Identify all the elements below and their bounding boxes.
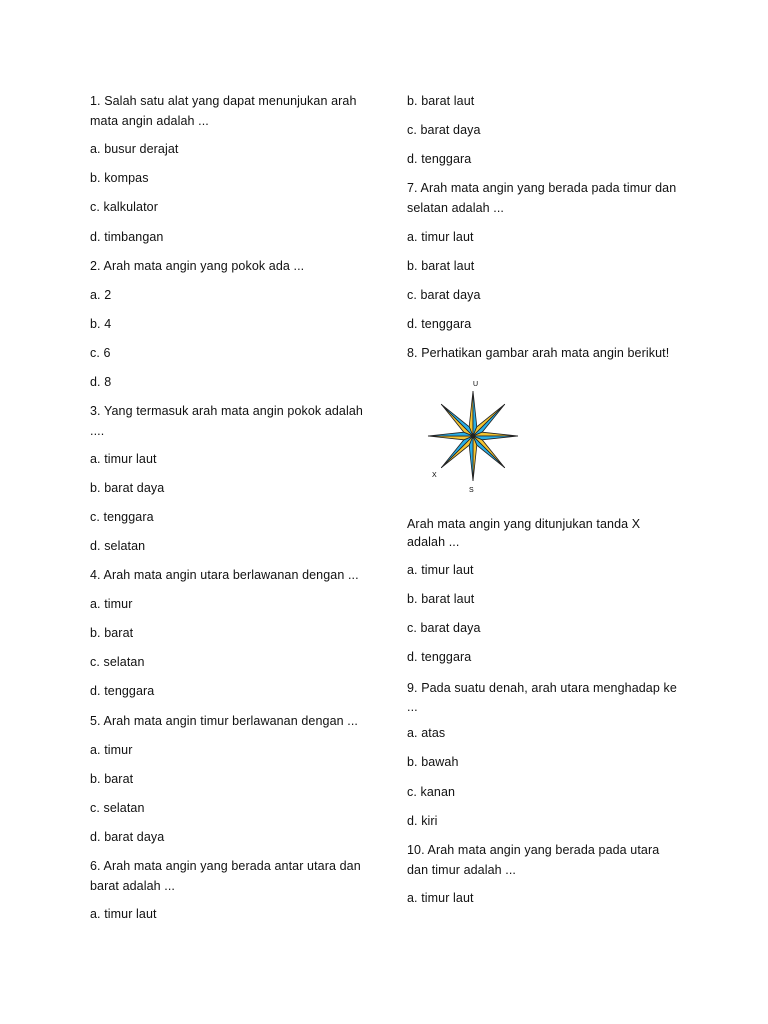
question-5-text: 5. Arah mata angin timur berlawanan dengan ...: [90, 714, 358, 728]
compass-point-nw-right: [441, 404, 473, 436]
question-10-option: a. timur laut: [407, 891, 474, 905]
question-3-option: b. barat daya: [90, 481, 165, 495]
question-8-subtext: Arah mata angin yang ditunjukan tanda X: [407, 517, 641, 531]
compass-point-sw-right: [441, 436, 473, 468]
question-1-text: mata angin adalah ...: [90, 114, 209, 128]
question-3-option: c. tenggara: [90, 510, 154, 524]
question-6-option: a. timur laut: [90, 907, 157, 921]
question-5-option: a. timur: [90, 743, 133, 757]
question-1-option: a. busur derajat: [90, 142, 179, 156]
question-8-option: d. tenggara: [407, 650, 472, 664]
question-9-option: d. kiri: [407, 814, 438, 828]
question-8-subtext: adalah ...: [407, 535, 460, 549]
question-10-text: 10. Arah mata angin yang berada pada utara: [407, 843, 660, 857]
question-2-option: a. 2: [90, 288, 112, 302]
compass-south-label: S: [469, 487, 474, 494]
question-6-text: 6. Arah mata angin yang berada antar utara dan: [90, 859, 361, 873]
question-3-option: d. selatan: [90, 539, 146, 553]
question-7-option: c. barat daya: [407, 288, 481, 302]
compass-north-label: U: [473, 381, 479, 388]
question-8-option: c. barat daya: [407, 621, 481, 635]
question-2-option: c. 6: [90, 346, 111, 360]
question-8-option: a. timur laut: [407, 563, 474, 577]
question-5-option: b. barat: [90, 772, 134, 786]
question-1-option: c. kalkulator: [90, 200, 158, 214]
question-3-text: 3. Yang termasuk arah mata angin pokok adalah: [90, 404, 363, 418]
question-4-text: 4. Arah mata angin utara berlawanan dengan ...: [90, 568, 359, 582]
question-2-option: d. 8: [90, 375, 112, 389]
question-3-option: a. timur laut: [90, 452, 157, 466]
question-9-option: b. bawah: [407, 755, 459, 769]
question-6-option: b. barat laut: [407, 94, 475, 108]
question-8-option: b. barat laut: [407, 592, 475, 606]
question-2-option: b. 4: [90, 317, 112, 331]
question-6-text: barat adalah ...: [90, 879, 175, 893]
compass-point-ne-right: [473, 404, 505, 436]
question-9-text: 9. Pada suatu denah, arah utara menghadap ke: [407, 681, 677, 695]
question-7-text: selatan adalah ...: [407, 201, 505, 215]
question-9-option: c. kanan: [407, 785, 456, 799]
compass-point-se-right: [473, 436, 505, 468]
question-7-option: a. timur laut: [407, 230, 474, 244]
question-5-option: c. selatan: [90, 801, 145, 815]
question-4-option: c. selatan: [90, 655, 145, 669]
compass-center: [471, 434, 476, 439]
compass-star: [428, 391, 518, 481]
question-9-option: a. atas: [407, 726, 446, 740]
question-7-text: 7. Arah mata angin yang berada pada timur dan: [407, 181, 677, 195]
compass-rose-image: [412, 374, 544, 500]
question-7-option: b. barat laut: [407, 259, 475, 273]
question-3-text: ....: [90, 424, 105, 438]
question-1-text: 1. Salah satu alat yang dapat menunjukan arah: [90, 94, 357, 108]
compass-x-marker: X: [432, 472, 437, 479]
question-1-option: b. kompas: [90, 171, 149, 185]
question-10-text: dan timur adalah ...: [407, 863, 517, 877]
question-4-option: d. tenggara: [90, 684, 155, 698]
question-5-option: d. barat daya: [90, 830, 165, 844]
question-7-option: d. tenggara: [407, 317, 472, 331]
question-6-option: d. tenggara: [407, 152, 472, 166]
question-6-option: c. barat daya: [407, 123, 481, 137]
question-2-text: 2. Arah mata angin yang pokok ada ...: [90, 259, 305, 273]
question-1-option: d. timbangan: [90, 230, 164, 244]
question-4-option: a. timur: [90, 597, 133, 611]
question-4-option: b. barat: [90, 626, 134, 640]
question-9-text: ...: [407, 700, 418, 714]
question-8-text: 8. Perhatikan gambar arah mata angin berikut!: [407, 346, 670, 360]
